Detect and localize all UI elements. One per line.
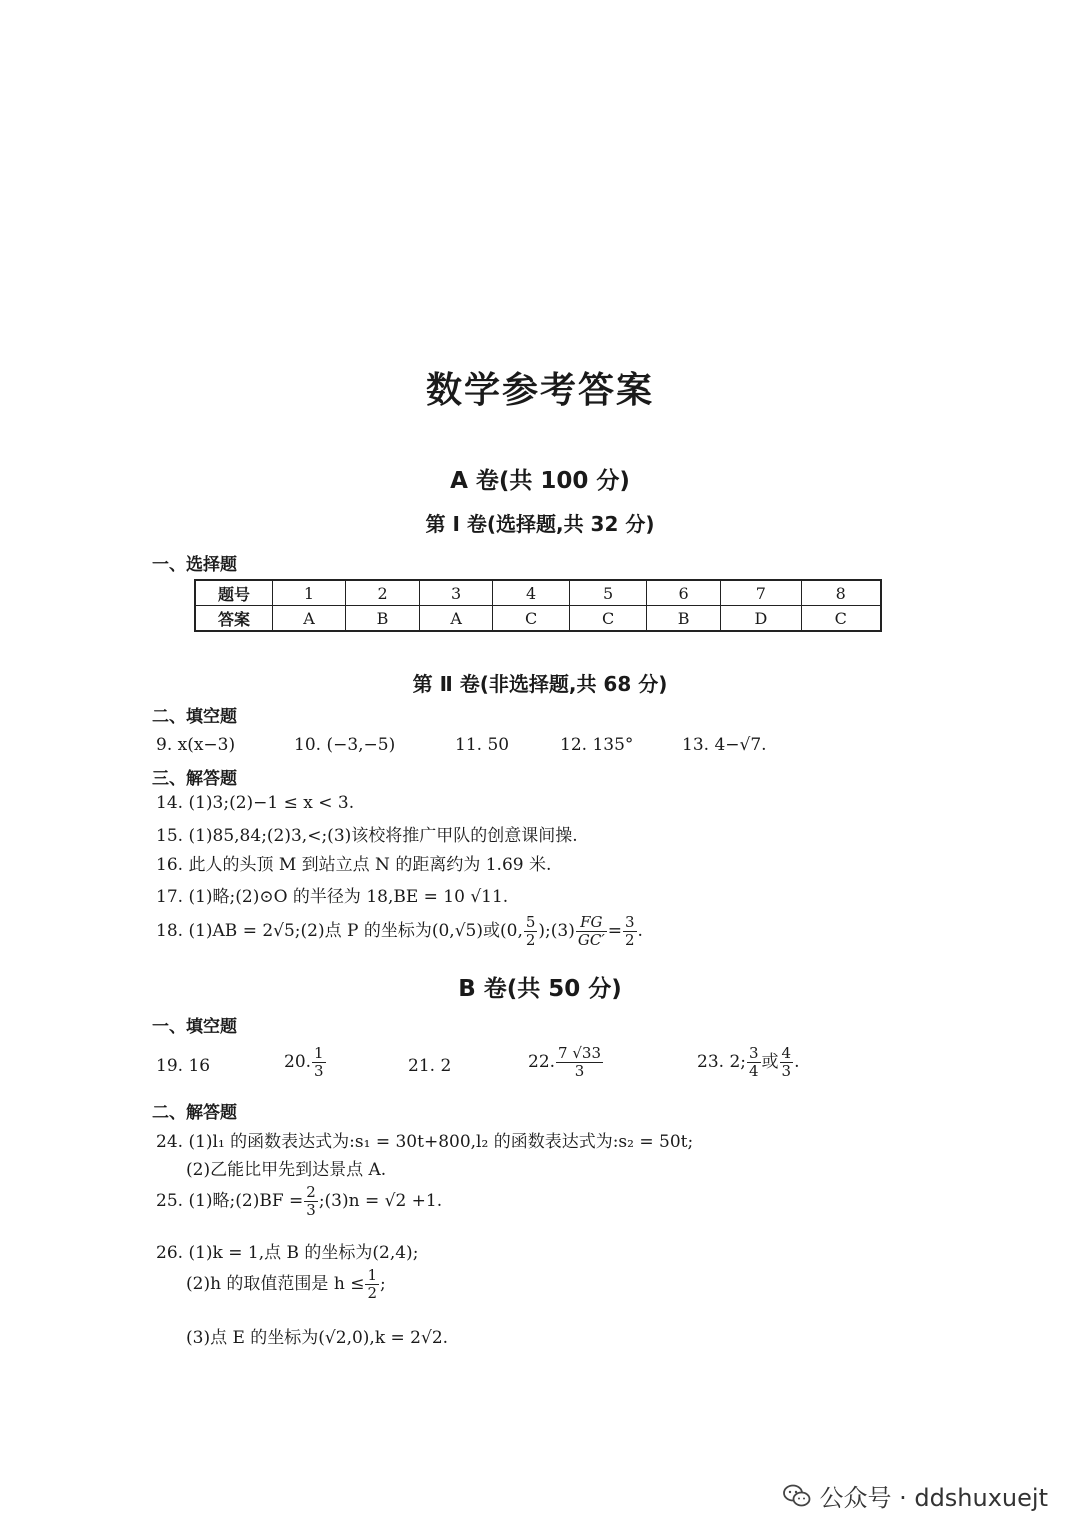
table-cell: C: [493, 606, 570, 632]
answer-25-part-a: 25. (1)略;(2)BF =: [156, 1191, 304, 1211]
answer-26-line-1: 26. (1)k = 1,点 B 的坐标为(2,4);: [156, 1243, 419, 1263]
table-cell: 7: [721, 580, 801, 606]
numerator: FG: [576, 914, 607, 932]
fraction: [304, 1184, 318, 1219]
table-cell: 1: [273, 580, 346, 606]
answer-22: [528, 1045, 604, 1080]
answer-23: [697, 1045, 799, 1080]
numerator: 1: [367, 1266, 377, 1284]
table-row: [195, 606, 881, 632]
section-solve: 三、解答题: [152, 769, 237, 789]
answer-18: [156, 914, 643, 949]
table-cell: 2: [345, 580, 419, 606]
fraction: [524, 914, 538, 949]
numerator: 7 √33: [558, 1044, 602, 1062]
section-fill-b: 一、填空题: [152, 1017, 237, 1037]
table-cell: B: [345, 606, 419, 632]
table-cell: A: [420, 606, 493, 632]
denominator: 3: [314, 1062, 324, 1080]
denominator: 2: [624, 931, 635, 949]
table-cell: C: [570, 606, 647, 632]
answer-9: 9. x(x−3): [156, 735, 236, 755]
numerator: 4: [781, 1044, 792, 1062]
table-row-label: 题号: [195, 580, 273, 606]
answer-20: [284, 1045, 327, 1080]
denominator: 3: [574, 1062, 585, 1080]
answer-20-label: 20.: [284, 1052, 312, 1072]
part-a-heading: A 卷(共 100 分): [450, 468, 630, 494]
fraction: [780, 1045, 794, 1080]
answer-26-part-a: (2)h 的取值范围是 h ≤: [186, 1274, 365, 1294]
table-cell: 4: [493, 580, 570, 606]
fraction: [365, 1267, 379, 1302]
answer-26-part-b: ;: [379, 1274, 386, 1294]
answer-26-line-2: [186, 1267, 386, 1302]
answer-24-line-1: 24. (1)l₁ 的函数表达式为:s₁ = 30t+800,l₂ 的函数表达式为:s₂ = 50t;: [156, 1132, 694, 1152]
table-row: [195, 580, 881, 606]
answer-table: [194, 579, 882, 632]
fraction: [312, 1045, 326, 1080]
table-cell: A: [273, 606, 346, 632]
denominator: 4: [748, 1062, 759, 1080]
numerator: 3: [748, 1044, 759, 1062]
page-title: 数学参考答案: [425, 370, 654, 411]
answer-22-label: 22.: [528, 1052, 556, 1072]
answer-11: 11. 50: [455, 735, 510, 755]
fraction: [747, 1045, 761, 1080]
answer-24-line-2: (2)乙能比甲先到达景点 A.: [186, 1160, 387, 1180]
watermark: [783, 1478, 1048, 1513]
section-choice: 一、选择题: [152, 555, 237, 575]
denominator: 3: [781, 1062, 792, 1080]
denominator: 2: [525, 931, 536, 949]
denominator: 3: [306, 1201, 316, 1219]
denominator: 2: [367, 1284, 377, 1302]
answer-26-line-3: (3)点 E 的坐标为(√2,0),k = 2√2.: [186, 1328, 449, 1348]
answer-23-end: .: [794, 1052, 800, 1072]
table-cell: 8: [801, 580, 881, 606]
table-cell: 6: [647, 580, 721, 606]
answer-17: 17. (1)略;(2)⊙O 的半径为 18,BE = 10 √11.: [156, 887, 509, 907]
answer-23-or: 或: [761, 1052, 779, 1072]
answer-12: 12. 135°: [560, 735, 634, 755]
answer-13: 13. 4−√7.: [682, 735, 767, 755]
fraction: [623, 914, 637, 949]
table-row-label: 答案: [195, 606, 273, 632]
fraction: [556, 1045, 603, 1080]
answer-21: 21. 2: [408, 1056, 452, 1076]
answer-10: 10. (−3,−5): [294, 735, 396, 755]
numerator: 3: [624, 913, 635, 931]
answer-16: 16. 此人的头顶 M 到站立点 N 的距离约为 1.69 米.: [156, 855, 552, 875]
answer-25: [156, 1184, 442, 1219]
table-cell: D: [721, 606, 801, 632]
wechat-icon: [783, 1484, 811, 1508]
numerator: 1: [314, 1044, 324, 1062]
answer-19: 19. 16: [156, 1056, 211, 1076]
watermark-text: 公众号 · ddshuxuejt: [819, 1484, 1048, 1512]
answer-23-label: 23. 2;: [697, 1052, 746, 1072]
answer-18-part-c: =: [607, 921, 622, 941]
table-cell: 3: [420, 580, 493, 606]
section-solve-b: 二、解答题: [152, 1103, 237, 1123]
volume-1-heading: 第 Ⅰ 卷(选择题,共 32 分): [425, 512, 655, 536]
numerator: 5: [525, 913, 536, 931]
answer-25-part-b: ;(3)n = √2 +1.: [318, 1191, 443, 1211]
table-cell: C: [801, 606, 881, 632]
table-cell: B: [647, 606, 721, 632]
answer-18-part-a: 18. (1)AB = 2√5;(2)点 P 的坐标为(0,√5)或(0,: [156, 921, 523, 941]
part-b-heading: B 卷(共 50 分): [458, 976, 622, 1002]
answer-14: 14. (1)3;(2)−1 ≤ x < 3.: [156, 793, 355, 813]
section-fill: 二、填空题: [152, 707, 237, 727]
answer-18-part-b: );(3): [538, 921, 575, 941]
table-cell: 5: [570, 580, 647, 606]
denominator: GC′: [577, 931, 605, 949]
fraction: [576, 914, 607, 949]
answer-15: 15. (1)85,84;(2)3,<;(3)该校将推广甲队的创意课间操.: [156, 826, 578, 846]
answer-18-part-d: .: [637, 921, 643, 941]
numerator: 2: [306, 1183, 316, 1201]
volume-2-heading: 第 Ⅱ 卷(非选择题,共 68 分): [412, 672, 668, 696]
